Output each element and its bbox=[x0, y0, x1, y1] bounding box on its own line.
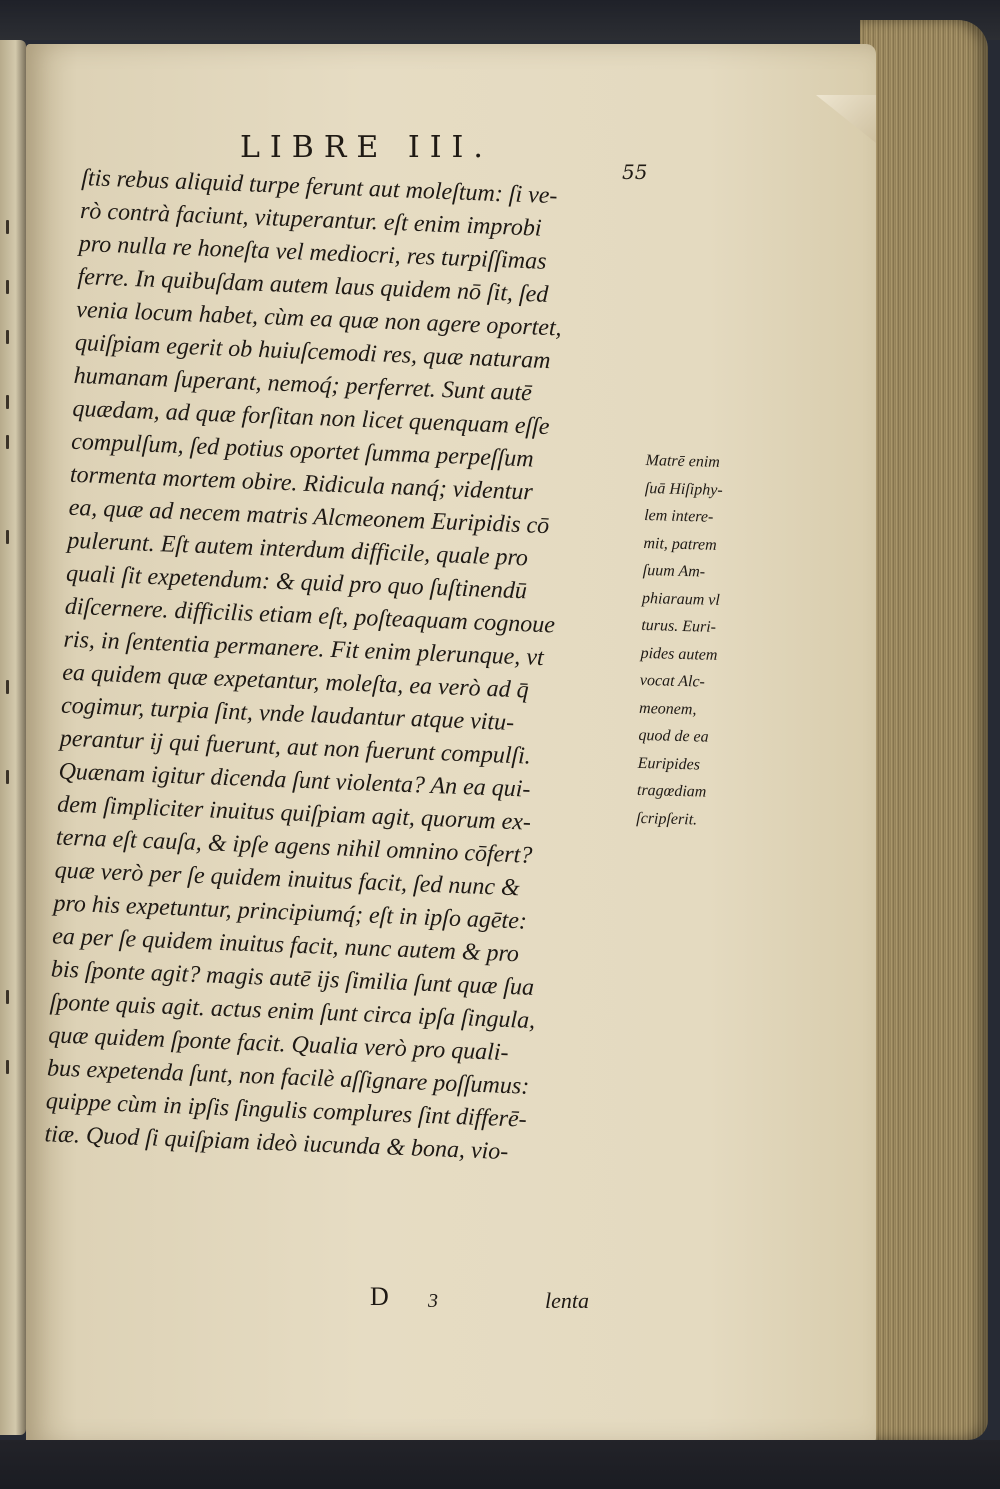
text-line: compulſum, ſed potius oportet ſumma perpeſſum bbox=[70, 428, 535, 473]
text-line: dem ſimpliciter inuitus quiſpiam agit, quorum ex- bbox=[56, 791, 532, 836]
margin-line: vocat Alc- bbox=[639, 671, 706, 691]
text-line: Quænam igitur dicenda ſunt violenta? An ea qui- bbox=[58, 758, 531, 803]
text-line: ea quidem quæ expetantur, moleſta, ea verò ad q̄ bbox=[61, 659, 530, 704]
margin-line: quod de ea bbox=[638, 726, 709, 746]
text-line: rò contrà faciunt, vituperantur. eſt enim improbi bbox=[79, 197, 543, 242]
margin-line: meonem, bbox=[638, 699, 697, 718]
text-line: tormenta mortem obire. Ridicula nanq́; videntur bbox=[69, 461, 534, 506]
catchword: lenta bbox=[545, 1288, 589, 1313]
facing-page-ink-marks bbox=[6, 210, 20, 1110]
main-text-column bbox=[37, 162, 641, 1343]
text-line: ſtis rebus aliquid turpe ferunt aut moleſtum: ſi ve- bbox=[80, 164, 558, 210]
text-line: diſcernere. difficilis etiam eſt, poſteaquam cognoue bbox=[64, 593, 556, 639]
margin-line: mit, patrem bbox=[643, 534, 717, 554]
page-number: 55 bbox=[622, 160, 648, 184]
text-line: quiſpiam egerit ob huiuſcemodi res, quæ naturam bbox=[74, 329, 551, 375]
text-line: quali ſit expetendum: & quid pro quo ſuſtinendū bbox=[65, 560, 528, 605]
text-line: ris, in ſententia permanere. Fit enim plerunque, vt bbox=[63, 626, 545, 672]
text-line: quæ verò per ſe quidem inuitus facit, ſed nunc & bbox=[54, 857, 521, 902]
text-line: pro his expetuntur, principiumq́; eſt in ipſo agēte: bbox=[53, 890, 528, 935]
text-line: humanam ſuperant, nemoq́; perferret. Sunt autē bbox=[73, 362, 533, 407]
margin-line: ſcripſerit. bbox=[636, 809, 698, 828]
margin-line: Matrē enim bbox=[645, 451, 721, 471]
text-line: bis ſponte agit? magis autē ijs ſimilia ſunt quæ ſua bbox=[50, 956, 535, 1001]
running-head: LIBRE III. bbox=[240, 130, 493, 165]
text-line: ſponte quis agit. actus enim ſunt circa ipſa ſingula, bbox=[49, 989, 536, 1035]
text-line: bus expetenda ſunt, non facilè aſſignare poſſumus: bbox=[46, 1055, 530, 1100]
margin-line: phiaraum vl bbox=[641, 589, 721, 609]
book-top-shadow bbox=[0, 0, 1000, 40]
text-line: perantur ij qui fuerunt, aut non fuerunt compulſi. bbox=[59, 725, 532, 770]
text-line: tiæ. Quod ſi quiſpiam ideò iucunda & bona, vio- bbox=[44, 1121, 509, 1166]
text-line: quippe cùm in ipſis ſingulis complures ſint differē- bbox=[45, 1088, 528, 1133]
text-line: pro nulla re honeſta vel mediocri, res turpiſſimas bbox=[78, 230, 547, 275]
text-block-edges bbox=[860, 20, 988, 1440]
margin-line: ſuā Hiſiphy- bbox=[644, 479, 723, 499]
text-line: ea, quæ ad necem matris Alcmeonem Euripidis cō bbox=[68, 494, 550, 540]
text-line: quædam, ad quæ forſitan non licet quenquam eſſe bbox=[72, 395, 550, 441]
text-line: ferre. In quibuſdam autem laus quidem nō ſit, ſed bbox=[77, 263, 549, 308]
facing-page-edge bbox=[0, 40, 26, 1435]
margin-line: turus. Euri- bbox=[641, 616, 717, 636]
text-line: ea per ſe quidem inuitus facit, nunc autem & pro bbox=[51, 923, 520, 968]
marginal-note bbox=[634, 447, 785, 891]
text-line: venia locum habet, cùm ea quæ non agere oportet, bbox=[75, 296, 563, 342]
margin-line: tragœdiam bbox=[636, 781, 707, 801]
margin-line: Euripides bbox=[637, 754, 701, 774]
text-line: pulerunt. Eſt autem interdum difficile, quale pro bbox=[66, 527, 529, 572]
margin-line: ſuum Am- bbox=[642, 561, 706, 581]
text-line: terna eſt cauſa, & ipſe agens nihil omnino cōfert? bbox=[55, 824, 533, 869]
signature-number: 3 bbox=[428, 1290, 438, 1312]
signature-mark: D bbox=[370, 1282, 389, 1311]
text-line: quæ quidem ſponte facit. Qualia verò pro quali- bbox=[47, 1022, 510, 1067]
text-line: cogimur, turpia ſint, vnde laudantur atque vitu- bbox=[60, 692, 515, 736]
book-bottom-shadow bbox=[0, 1440, 1000, 1489]
margin-line: lem intere- bbox=[643, 506, 714, 526]
margin-line: pides autem bbox=[640, 644, 718, 664]
